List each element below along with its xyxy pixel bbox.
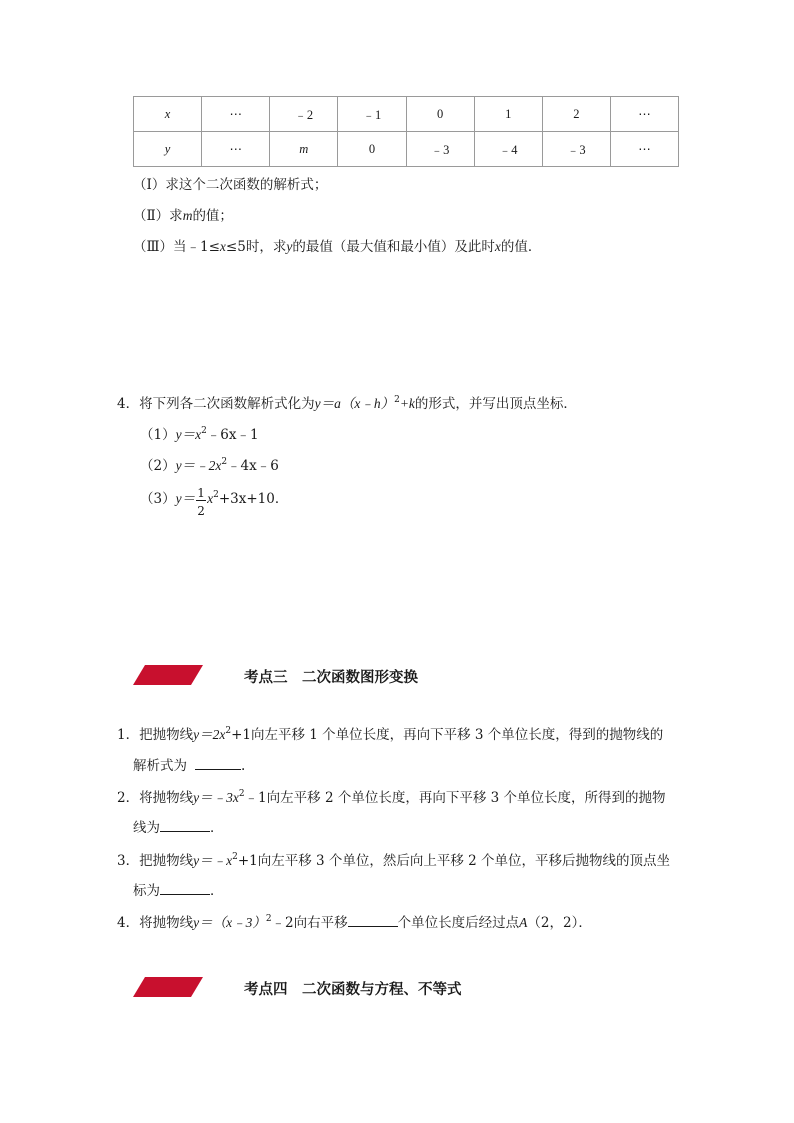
s3-problem-2-line2 [133,819,224,837]
var-m: m [182,208,193,223]
q4-stem-text: 将下列各二次函数解析式化为 [139,396,315,412]
q4-item-1 [140,426,259,444]
punctuation: ． [210,883,224,899]
s3-problem-1 [117,726,663,744]
problem-text: 线为 [133,820,160,836]
exponent: 2 [232,851,238,862]
item-label: （2） [140,458,176,474]
section-banner-icon [133,977,203,997]
answer-blank[interactable] [160,882,210,895]
formula: y＝（x﹣3） [193,915,266,930]
q4-stem [117,395,577,413]
question-number: 4． [117,915,140,931]
q3-part3-text: ≤5时，求 [225,239,287,255]
item-label: （1） [140,427,176,443]
section3-title: 考点三 二次函数图形变换 [244,670,418,686]
formula: y＝ [175,491,196,506]
formula: y＝﹣2x [175,458,222,473]
s3-problem-3-line2 [133,882,224,900]
table-row-y [134,132,679,167]
fraction-numerator: 1 [197,485,205,500]
q4-stem-text-end: 的形式，并写出顶点坐标． [414,396,577,412]
question-number: 4． [117,396,140,412]
punctuation: . [241,758,246,774]
question-number: 2． [117,790,140,806]
q3-part3-text: 的最值（最大值和最小值）及此时 [292,239,495,255]
table-cell: m [270,132,338,167]
problem-text: 把抛物线 [139,727,194,743]
problem-text: ﹣1向左平移 2 个单位长度，再向下平移 3 个单位长度，所得到的抛物 [244,790,666,806]
formula-rest: +3x+10． [218,491,289,507]
q4-item-2 [140,457,279,475]
q3-part2 [133,207,233,225]
var-y: y [286,239,293,254]
value-table [133,96,679,167]
formula: y＝﹣3x [193,790,239,805]
exponent: 2 [265,913,272,924]
table-cell: 1 [474,97,542,132]
table-cell: ⋯ [202,97,270,132]
fraction-bar [196,500,206,501]
var-x: x [207,491,214,506]
table-row-x [134,97,679,132]
table-cell: ⋯ [610,132,678,167]
answer-blank[interactable] [348,914,398,927]
problem-text: 个单位长度后经过点 [397,915,520,931]
formula-rest: ﹣6x﹣1 [206,427,259,443]
problem-text: 解析式为 [133,758,187,774]
problem-text: （2，2）． [527,915,592,931]
var-x: x [219,239,226,254]
formula: y＝x [175,427,202,442]
answer-blank[interactable] [195,757,241,770]
exponent: 2 [225,725,232,736]
formula-rest: ﹣4x﹣6 [227,458,279,474]
question-number: 1． [117,727,140,743]
problem-text: +1向左平移 1 个单位长度，再向下平移 3 个单位长度，得到的抛物线的 [231,727,664,743]
problem-text: 将抛物线 [139,790,194,806]
q3-part2-text: （Ⅱ）求 [133,208,183,224]
exponent: 2 [213,489,219,500]
answer-blank[interactable] [160,819,210,832]
s3-problem-3 [117,852,670,870]
section4-title: 考点四 二次函数与方程、不等式 [244,982,462,998]
s3-problem-1-line2 [133,757,245,775]
table-cell: 2 [542,97,610,132]
s3-problem-4 [117,914,592,932]
exponent: 2 [394,394,400,405]
q3-part2-text-end: 的值； [192,208,233,224]
point-label: A [519,915,528,930]
table-cell: x [134,97,202,132]
exponent: 2 [201,425,207,436]
table-cell: ﹣2 [270,97,338,132]
formula: y＝2x [193,727,226,742]
problem-text: 标为 [133,883,160,899]
q4-item-3 [140,485,289,518]
table-cell: y [134,132,202,167]
exponent: 2 [238,788,245,799]
table-cell: ﹣4 [474,132,542,167]
fraction-one-half [196,485,206,518]
punctuation: ． [210,820,224,836]
q3-part3 [133,238,541,256]
q3-part3-text-end: 的值． [500,239,542,255]
q3-part1-text: （Ⅰ）求这个二次函数的解析式； [133,177,328,193]
exponent: 2 [221,456,228,467]
table-cell: ﹣3 [542,132,610,167]
item-label: （3） [140,491,176,507]
vertex-form-k: +k [399,396,415,411]
s3-problem-2 [117,789,666,807]
var-x: x [494,239,501,254]
section-banner-icon [133,665,203,685]
problem-text: +1向左平移 3 个单位，然后向上平移 2 个单位，平移后抛物线的顶点坐 [237,853,671,869]
table-cell: ﹣1 [338,97,406,132]
table-cell: ﹣3 [406,132,474,167]
formula: y＝﹣x [193,853,233,868]
q3-part3-text: （Ⅲ）当﹣1≤ [133,239,220,255]
problem-text: ﹣2向右平移 [271,915,348,931]
table-cell: ⋯ [610,97,678,132]
problem-text: 将抛物线 [139,915,194,931]
fraction-denominator: 2 [197,503,205,518]
vertex-form-formula: y＝a（x﹣h） [314,396,395,411]
q3-part1 [133,176,327,194]
table-cell: 0 [338,132,406,167]
question-number: 3． [117,853,140,869]
table-cell: 0 [406,97,474,132]
problem-text: 把抛物线 [139,853,194,869]
table-cell: ⋯ [202,132,270,167]
